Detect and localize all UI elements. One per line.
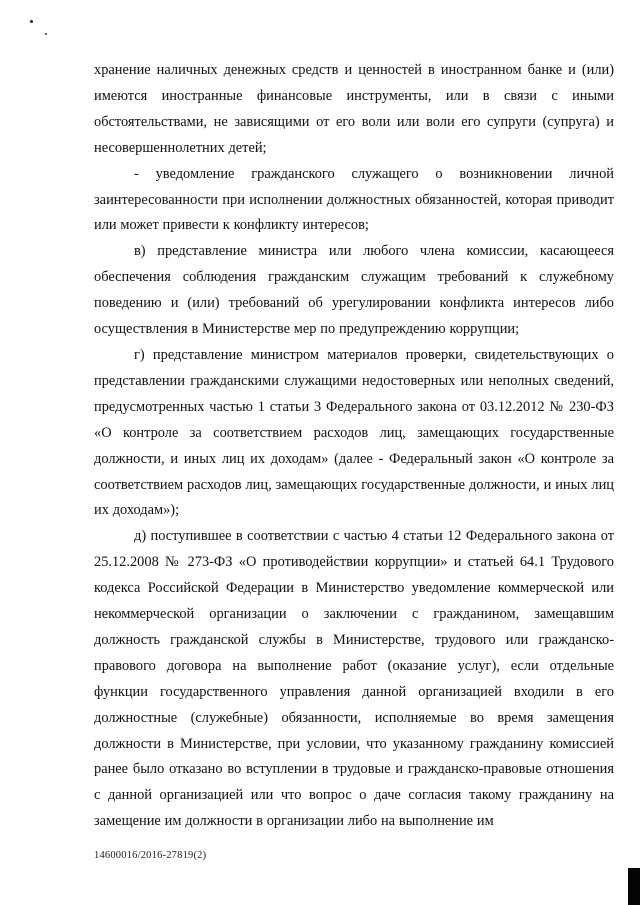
paragraph-conflict-notice: - уведомление гражданского служащего о возникновении личной заинтересованности при исполнении должностных обязанностей, которая приводит или может привести к конфликту интересов; — [94, 165, 614, 234]
paragraph-continuation: хранение наличных денежных средств и ценностей в иностранном банке и (или) имеются иностранные финансовые инструменты, или в связи с иными обстоятельствами, не зависящими от его воли или воли его супруги (супруга) и несовершеннолетних детей; — [94, 62, 614, 156]
document-footer-code: 14600016/2016-27819(2) — [94, 850, 207, 861]
scan-edge-bar — [628, 868, 640, 905]
document-body — [94, 58, 614, 835]
paragraph-item-g: г) представление министром материалов проверки, свидетельствующих о представлении гражданскими служащими недостоверных или неполных сведений, предусмотренных частью 1 статьи 3 Федерального закона от 03.12.2012 № 230-ФЗ «О контроле за соответствием расходов лиц, замещающих государственные должности, и иных лиц их доходам» (далее - Федеральный закон «О контроле за соответствием расходов лиц, замещающих государственные должности, и иных лиц их доходам»); — [94, 346, 614, 519]
scan-artifact-dot — [30, 20, 33, 23]
paragraph-item-d: д) поступившее в соответствии с частью 4 статьи 12 Федерального закона от 25.12.2008 № 273-ФЗ «О противодействии коррупции» и статьей 64.1 Трудового кодекса Российской Федерации в Министерство уведомление коммерческой или некоммерческой организации о заключении с гражданином, замещавшим должность гражданской службы в Министерстве, трудового или гражданско-правового договора на выполнение работ (оказание услуг), если отдельные функции государственного управления данной организацией входили в его должностные (служебные) обязанности, исполняемые во время замещения должности в Министерстве, при условии, что указанному гражданину комиссией ранее было отказано во вступлении в трудовые и гражданско-правовые отношения с данной организацией или что вопрос о даче согласия такому гражданину на замещение им должности в организации либо на выполнение им — [94, 528, 614, 830]
paragraph-item-v: в) представление министра или любого члена комиссии, касающееся обеспечения соблюдения гражданским служащим требований к служебному поведению и (или) требований об урегулировании конфликта интересов либо осуществления в Министерстве мер по предупреждению коррупции; — [94, 243, 614, 338]
scan-artifact-dot — [45, 33, 47, 35]
